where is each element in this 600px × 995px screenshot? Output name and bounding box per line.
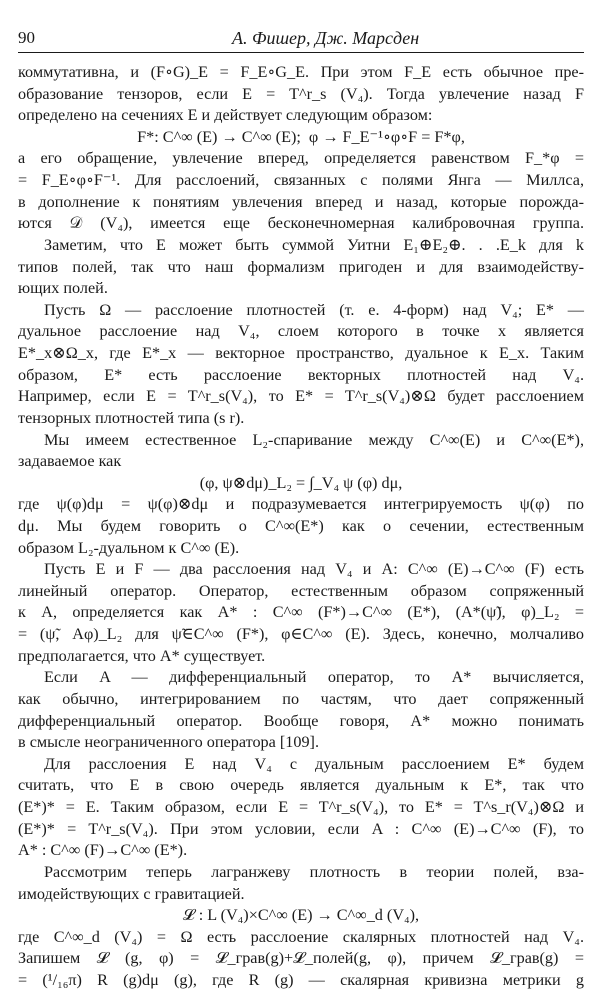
- text-line: образом L₂-дуальном к C^∞ (E).: [18, 538, 240, 557]
- text-line: (E*)* = T^r_s(V₄). При этом условии, если A : C^∞ (E)→C^∞ (F), то: [18, 819, 584, 838]
- text-line: E*_x⊗Ω_x, где E*_x — векторное пространство, дуальное к E_x. Таким: [18, 344, 584, 363]
- text-line: Заметим, что E может быть суммой Уитни E₁⊕E₂⊕. . .E_k для k: [44, 235, 584, 254]
- text-line: имодействующих с гравитацией.: [18, 884, 245, 903]
- text-line: в дополнение к понятиям увлечения вперед и назад, которые порожда-: [18, 192, 584, 211]
- text-line: Пусть Ω — расслоение плотностей (т. е. 4-форм) над V₄; E* —: [44, 300, 584, 319]
- text-line: типов полей, так что наш формализм пригоден и для взаимодейству-: [18, 257, 584, 276]
- text-line: Для расслоения E над V₄ с дуальным расслоением E* будем: [44, 754, 584, 773]
- page-number: 90: [18, 28, 35, 47]
- text-line: задаваемое как: [18, 452, 122, 471]
- text-line: образом, E* есть расслоение векторных плотностей над V₄.: [18, 365, 584, 384]
- text-line: ющих полей.: [18, 279, 108, 298]
- text-line: = F_E∘φ∘F⁻¹. Для расслоений, связанных с полями Янга — Миллса,: [18, 171, 584, 190]
- text-line: Пусть E и F — два расслоения над V₄ и A: C^∞ (E)→C^∞ (F) есть: [44, 560, 584, 579]
- text-line: dμ. Мы будем говорить о C^∞(E*) как о сечении, естественным: [18, 517, 584, 535]
- text-line: как обычно, интегрированием по частям, что дает сопряженный: [18, 689, 584, 708]
- text-line: где ψ(φ)dμ = ψ(φ)⊗dμ и подразумевается интегрируемость ψ(φ) по: [18, 495, 584, 514]
- text-line: образование тензоров, если E = T^r_s (V₄). Тогда увлечение назад F: [18, 84, 584, 103]
- text-line: A* : C^∞ (F)→C^∞ (E*).: [18, 841, 188, 860]
- text-line: (E*)* = E. Таким образом, если E = T^r_s(V₄), то E* = T^s_r(V₄)⊗Ω и: [18, 798, 584, 817]
- text-line: определено на сечениях E и действует следующим образом:: [18, 106, 433, 125]
- text-line: линейный оператор. Оператор, естественным образом сопряженный: [18, 581, 584, 600]
- text-line: ются 𝒟 (V₄), имеется еще бесконечномерная калибровочная группа.: [18, 214, 584, 233]
- text-line: предполагается, что A* существует.: [18, 646, 266, 665]
- text-line: = (ψ̃, Aφ)_L₂ для ψ̃∈C^∞ (F*), φ∈C^∞ (E). Здесь, конечно, молчаливо: [18, 625, 584, 644]
- display-formula: F*: C^∞ (E) → C^∞ (E); φ → F_E⁻¹∘φ∘F = F*φ,: [137, 127, 465, 146]
- text-line: дифференциальный оператор. Вообще говоря, A* можно понимать: [18, 711, 584, 730]
- running-head-authors: А. Фишер, Дж. Марсден: [232, 28, 420, 48]
- text-line: дуальное расслоение над V₄, слоем которого в точке x является: [18, 322, 584, 341]
- text-line: в смысле неограниченного оператора [109].: [18, 733, 319, 752]
- text-line: считать, что E в свою очередь является дуальным к E*, так что: [18, 776, 584, 795]
- text-line: тензорных плотностей типа (s r).: [18, 408, 245, 427]
- text-line: к A, определяется как A* : C^∞ (F*)→C^∞ (E*), (A*(ψ̃), φ)_L₂ =: [18, 603, 584, 622]
- text-line: = (¹/₁₆π) R (g)dμ (g), где R (g) — скалярная кривизна метрики g: [18, 971, 584, 989]
- text-line: коммутативна, и (F∘G)_E = F_E∘G_E. При этом F_E есть обычное пре-: [18, 63, 584, 81]
- text-line: Если A — дифференциальный оператор, то A* вычисляется,: [44, 668, 584, 687]
- text-line: Запишем 𝓛 (g, φ) = 𝓛_грав(g)+𝓛_полей(g, φ), причем 𝓛_грав(g) =: [18, 949, 584, 968]
- text-line: где C^∞_d (V₄) = Ω есть расслоение скалярных плотностей над V₄.: [18, 927, 584, 946]
- text-line: Мы имеем естественное L₂-спаривание между C^∞(E) и C^∞(E*),: [44, 430, 584, 449]
- display-formula: (φ, ψ⊗dμ)_L₂ = ∫_V₄ ψ (φ) dμ,: [199, 473, 403, 492]
- text-line: а его обращение, увлечение вперед, определяется равенством F_*φ =: [18, 149, 584, 168]
- text-line: Например, если E = T^r_s(V₄), то E* = T^r_s(V₄)⊗Ω будет расслоением: [18, 387, 584, 406]
- display-formula: 𝓛 : L (V₄)×C^∞ (E) → C^∞_d (V₄),: [182, 906, 420, 925]
- text-line: Рассмотрим теперь лагранжеву плотность в теории полей, вза-: [44, 862, 584, 881]
- running-head: [18, 28, 584, 53]
